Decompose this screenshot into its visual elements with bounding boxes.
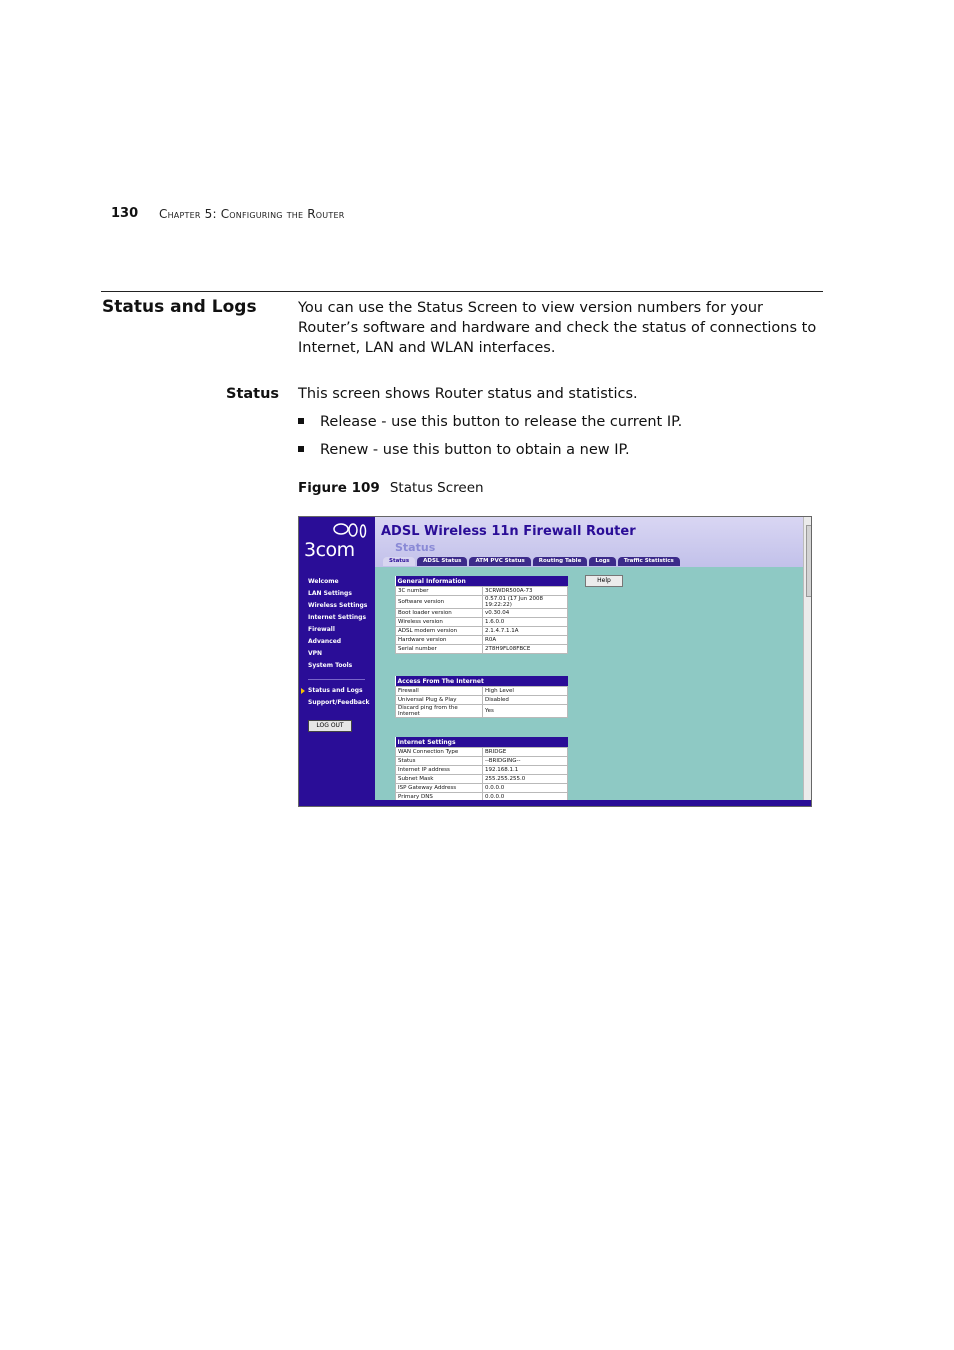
nav-wireless-settings[interactable]: Wireless Settings (308, 602, 368, 609)
row-key: ADSL modem version (396, 627, 483, 636)
table-row (396, 618, 568, 627)
row-value: High Level (483, 687, 568, 696)
row-key: Firewall (396, 687, 483, 696)
figure-caption (298, 480, 484, 496)
subsection-heading: Status (226, 386, 280, 402)
section-rule (101, 291, 823, 292)
row-value: 3CRWDR500A-73 (483, 587, 568, 596)
row-value: BRIDGE (483, 748, 568, 757)
row-key: Primary DNS (396, 793, 483, 802)
row-value: 1.6.0.0 (483, 618, 568, 627)
router-scrollbar[interactable] (803, 517, 812, 800)
access-from-internet-table (395, 676, 568, 718)
row-value: Disabled (483, 696, 568, 705)
row-key: 3C number (396, 587, 483, 596)
row-value: 255.255.255.0 (483, 775, 568, 784)
tab-atm-pvc-status[interactable]: ATM PVC Status (469, 557, 530, 566)
row-value: 0.0.0.0 (483, 784, 568, 793)
row-value: R0A (483, 636, 568, 645)
nav-advanced[interactable]: Advanced (308, 638, 342, 645)
tab-routing-table[interactable]: Routing Table (533, 557, 588, 566)
table-row (396, 636, 568, 645)
section-intro: You can use the Status Screen to view version numbers for your Router’s software and hardware and check the status of connections to Internet, LAN and WLAN interfaces. (298, 300, 817, 356)
table-row (396, 705, 568, 718)
nav-system-tools[interactable]: System Tools (308, 662, 353, 669)
table-row (396, 609, 568, 618)
internet-settings-table (395, 737, 568, 802)
bullet-text: Release - use this button to release the current IP. (320, 414, 683, 430)
table-title: General Information (396, 576, 568, 587)
row-value: Yes (483, 705, 568, 718)
table-row (396, 587, 568, 596)
table-row (396, 645, 568, 654)
bullet-square-icon (298, 418, 304, 424)
subsection-text: This screen shows Router status and statistics. (298, 386, 638, 402)
page-number: 130 (111, 206, 139, 221)
tab-status[interactable]: Status (383, 557, 415, 566)
row-key: Status (396, 757, 483, 766)
table-row (396, 627, 568, 636)
row-key: ISP Gateway Address (396, 784, 483, 793)
row-key: Software version (396, 596, 483, 609)
row-key: Boot loader version (396, 609, 483, 618)
nav-firewall[interactable]: Firewall (308, 626, 335, 633)
row-value: 2.1.4.7.1.1A (483, 627, 568, 636)
nav-welcome[interactable]: Welcome (308, 578, 339, 585)
row-value: 192.168.1.1 (483, 766, 568, 775)
router-subtitle: Status (395, 541, 436, 554)
row-key: Universal Plug & Play (396, 696, 483, 705)
row-key: Hardware version (396, 636, 483, 645)
running-header: Chapter 5: Configuring the Router (159, 207, 345, 221)
router-title: ADSL Wireless 11n Firewall Router (381, 524, 636, 539)
row-key: Discard ping from the Internet (396, 705, 483, 718)
bullet-item (298, 442, 630, 458)
general-information-table (395, 576, 568, 654)
nav-vpn[interactable]: VPN (308, 650, 323, 657)
row-key: Serial number (396, 645, 483, 654)
router-sidebar (299, 517, 375, 807)
tab-adsl-status[interactable]: ADSL Status (417, 557, 467, 566)
table-row (396, 748, 568, 757)
figure-title: Status Screen (389, 480, 484, 496)
help-button[interactable]: Help (585, 575, 623, 587)
router-status-screenshot (298, 516, 812, 807)
table-row (396, 596, 568, 609)
row-key: Internet IP address (396, 766, 483, 775)
router-bottom-bar (375, 800, 812, 807)
nav-support-feedback[interactable]: Support/Feedback (308, 699, 370, 706)
row-value: 0.57.01 (17 Jun 2008 19:22:22) (483, 596, 568, 609)
table-row (396, 766, 568, 775)
row-key: WAN Connection Type (396, 748, 483, 757)
nav-current-arrow-icon (301, 688, 305, 694)
tab-traffic-statistics[interactable]: Traffic Statistics (618, 557, 680, 566)
row-value: 2T8H9FL08FBCE (483, 645, 568, 654)
table-row (396, 775, 568, 784)
table-row (396, 687, 568, 696)
router-logo-text: 3com (304, 539, 355, 561)
row-value: v0.30.04 (483, 609, 568, 618)
section-heading: Status and Logs (102, 297, 257, 317)
tab-logs[interactable]: Logs (589, 557, 616, 566)
scrollbar-thumb[interactable] (806, 525, 812, 597)
bullet-item (298, 414, 682, 430)
3com-logo-icon (331, 521, 371, 539)
bullet-text: Renew - use this button to obtain a new IP. (320, 442, 630, 458)
row-key: Wireless version (396, 618, 483, 627)
row-key: Subnet Mask (396, 775, 483, 784)
table-row (396, 757, 568, 766)
nav-internet-settings[interactable]: Internet Settings (308, 614, 367, 621)
logout-button[interactable]: LOG OUT (308, 720, 352, 732)
table-title: Internet Settings (396, 737, 568, 748)
row-value: 0.0.0.0 (483, 793, 568, 802)
bullet-square-icon (298, 446, 304, 452)
table-row (396, 696, 568, 705)
nav-lan-settings[interactable]: LAN Settings (308, 590, 352, 597)
nav-status-and-logs[interactable]: Status and Logs (308, 687, 363, 694)
figure-label: Figure 109 (298, 480, 380, 496)
router-header (375, 517, 803, 567)
table-title: Access From The Internet (396, 676, 568, 687)
nav-divider (308, 679, 365, 680)
row-value: --BRIDGING-- (483, 757, 568, 766)
table-row (396, 784, 568, 793)
router-tabs (383, 557, 682, 567)
